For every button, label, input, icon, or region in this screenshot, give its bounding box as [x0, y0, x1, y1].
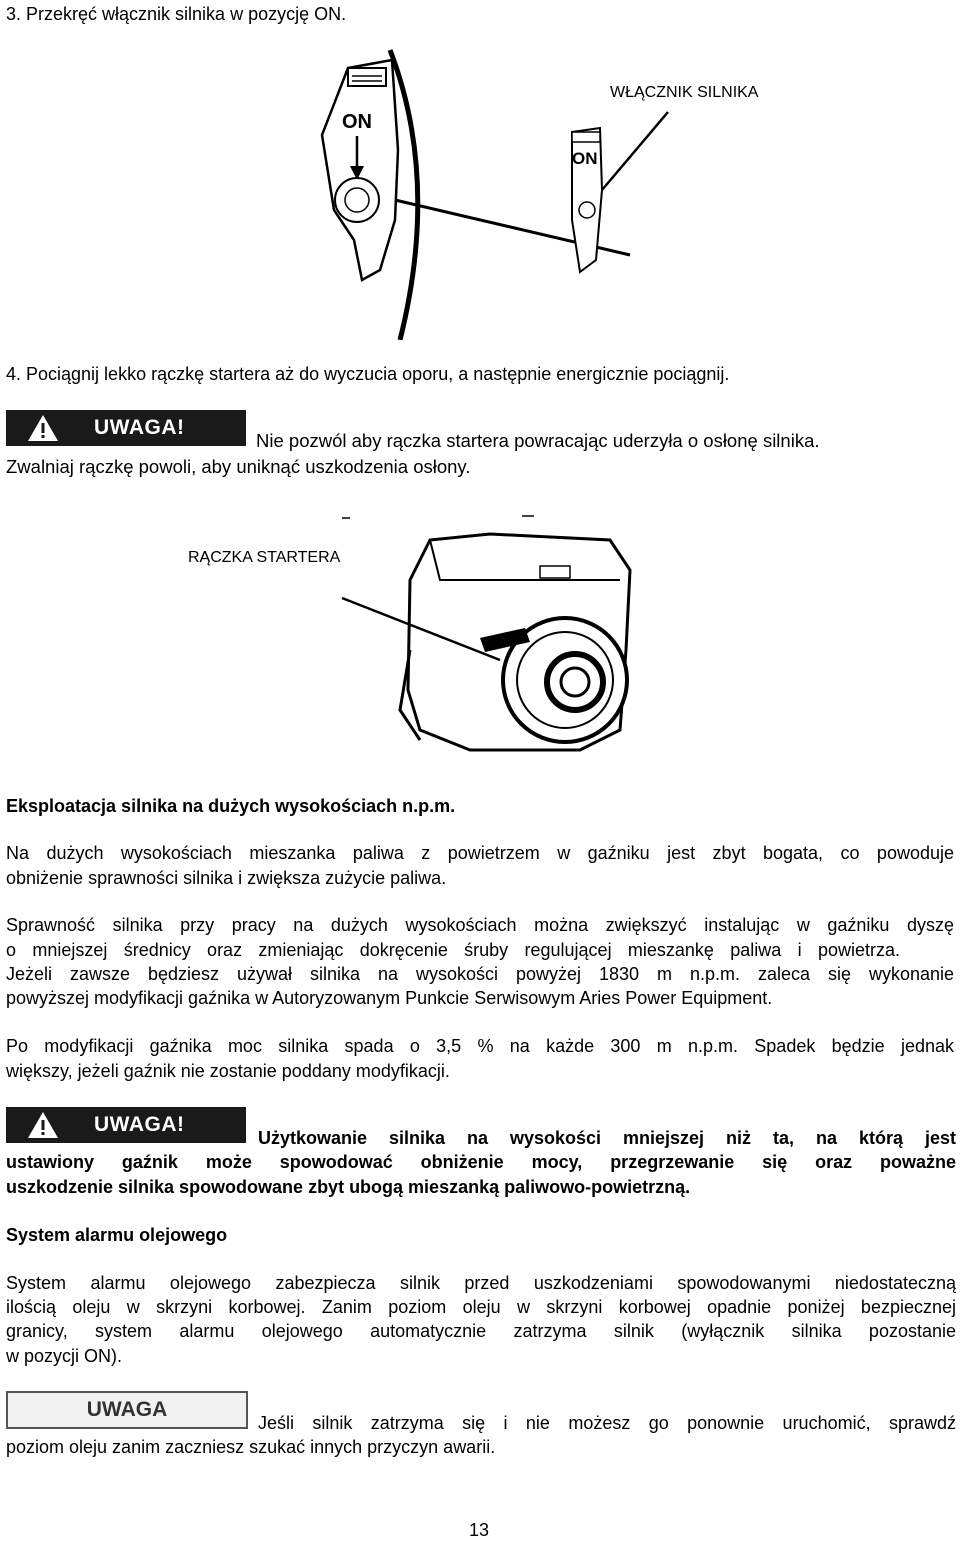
- altitude-p1-line-1: Na dużych wysokościach mieszanka paliwa z powietrzem w gaźniku jest zbyt bogata, co powoduje: [6, 843, 954, 863]
- oil-alarm-line-3: granicy, system alarmu olejowego automatycznie zatrzyma silnik (wyłącznik silnika pozostanie: [6, 1321, 956, 1341]
- altitude-heading: Eksploatacja silnika na dużych wysokościach n.p.m.: [6, 796, 456, 816]
- note-line-1: Jeśli silnik zatrzyma się i nie możesz go ponownie uruchomić, sprawdź: [258, 1413, 956, 1433]
- oil-alarm-line-2: ilością oleju w skrzyni korbowej. Zanim poziom oleju w skrzyni korbowej opadnie poniżej bezpiecznej: [6, 1297, 956, 1317]
- altitude-p2-line-1: Sprawność silnika przy pracy na dużych wysokościach można zwiększyć instalując w gaźniku dyszę: [6, 915, 954, 935]
- warning-1-line-1: Nie pozwól aby rączka startera powracając uderzyła o osłonę silnika.: [256, 430, 820, 451]
- warning-2-line-3: uszkodzenie silnika spowodowane zbyt ubogą mieszanką paliwowo-powietrzną.: [6, 1177, 691, 1197]
- altitude-p2-line-3: Jeżeli zawsze będziesz używał silnika na wysokości powyżej 1830 m n.p.m. zaleca się wykonanie: [6, 964, 954, 984]
- warning-triangle-icon: [26, 413, 60, 443]
- oil-alarm-line-4: w pozycji ON).: [6, 1346, 123, 1366]
- step-3-text: 3. Przekręć włącznik silnika w pozycję ON.: [6, 4, 347, 24]
- warning-badge-2: [6, 1107, 246, 1143]
- altitude-p3-line-2: większy, jeżeli gaźnik nie zostanie poddany modyfikacji.: [6, 1061, 450, 1081]
- step-4-text: 4. Pociągnij lekko rączkę startera aż do wyczucia oporu, a następnie energicznie pociągnij.: [6, 364, 730, 384]
- note-badge-label: UWAGA: [86, 1398, 168, 1421]
- altitude-p1-line-2: obniżenie sprawności silnika i zwiększa zużycie paliwa.: [6, 868, 447, 888]
- note-line-2: poziom oleju zanim zaczniesz szukać innych przyczyn awarii.: [6, 1437, 496, 1457]
- warning-badge-label: UWAGA!: [94, 416, 185, 439]
- note-badge: [6, 1391, 248, 1429]
- warning-badge-label: UWAGA!: [94, 1113, 185, 1136]
- starter-handle-label: RĄCZKA STARTERA: [188, 549, 341, 566]
- warning-badge: [6, 410, 246, 446]
- warning-2-line-1: Użytkowanie silnika na wysokości mniejszej niż ta, na którą jest: [258, 1128, 956, 1148]
- warning-triangle-icon: [26, 1110, 60, 1140]
- altitude-p2-line-2: o mniejszej średnicy oraz zmieniając dokręcenie śruby regulującej mieszankę paliwa i powietrza.: [6, 940, 900, 960]
- starter-engine-illustration: [330, 510, 640, 770]
- engine-switch-label: WŁĄCZNIK SILNIKA: [610, 84, 759, 101]
- altitude-p2-line-4: powyższej modyfikacji gaźnika w Autoryzowanym Punkcie Serwisowym Aries Power Equipment.: [6, 988, 773, 1008]
- oil-alarm-line-1: System alarmu olejowego zabezpiecza silnik przed uszkodzeniami spowodowanymi niedostateczną: [6, 1273, 956, 1293]
- warning-2-line-2: ustawiony gaźnik może spowodować obniżenie mocy, przegrzewanie się oraz poważne: [6, 1152, 956, 1172]
- switch-on-label-small: ON: [572, 149, 598, 168]
- page-number: 13: [469, 1520, 490, 1540]
- oil-alarm-heading: System alarmu olejowego: [6, 1225, 228, 1245]
- warning-1-line-2: Zwalniaj rączkę powoli, aby uniknąć uszkodzenia osłony.: [6, 456, 471, 477]
- altitude-p3-line-1: Po modyfikacji gaźnika moc silnika spada o 3,5 % na każde 300 m n.p.m. Spadek będzie jednak: [6, 1036, 954, 1056]
- switch-on-label-large: ON: [342, 111, 372, 133]
